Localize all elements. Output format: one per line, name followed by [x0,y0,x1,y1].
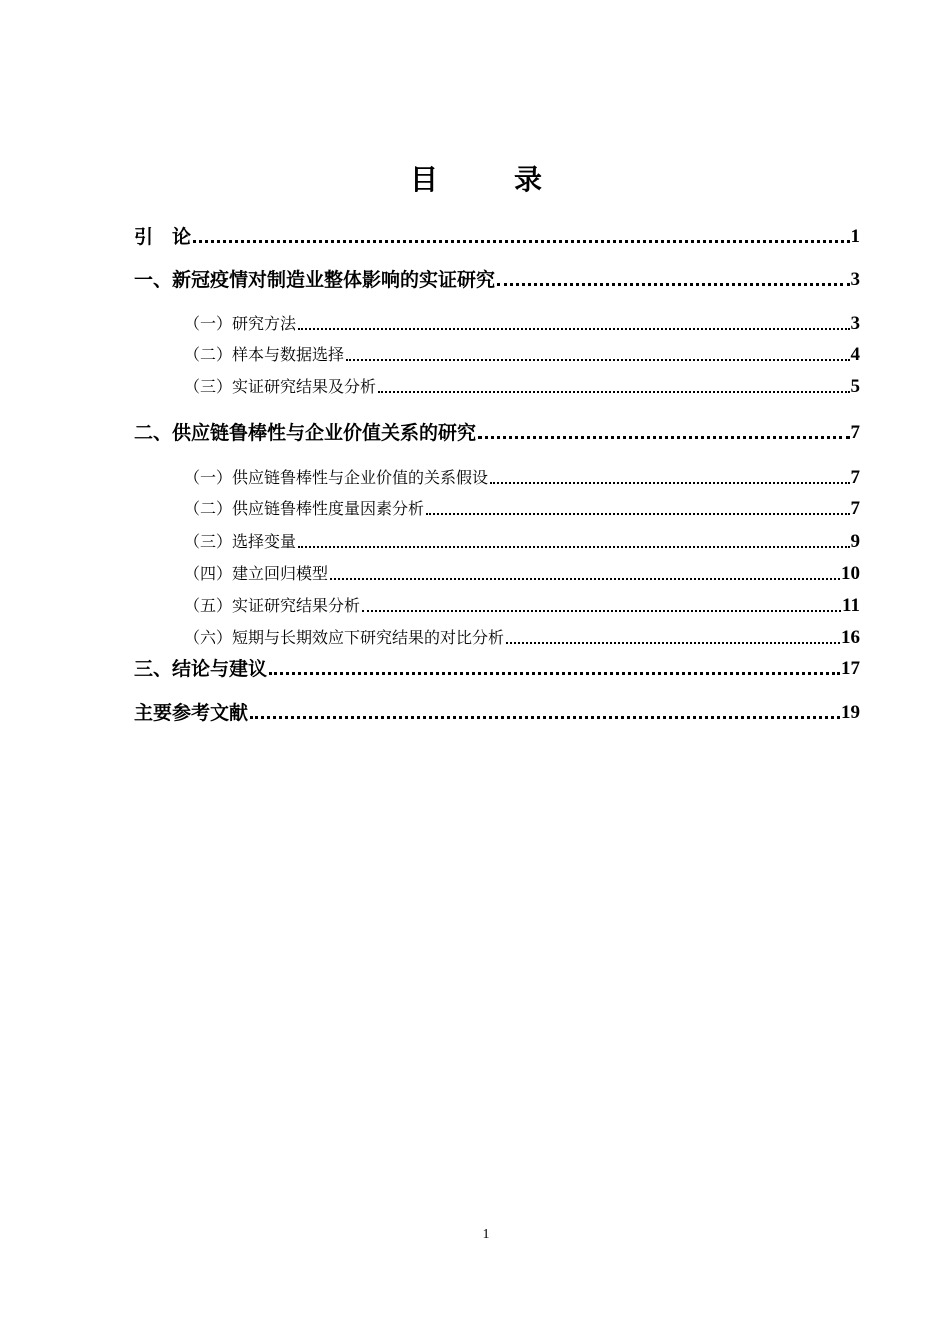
toc-entry-title: （一）研究方法 [184,314,297,333]
toc-dot-leader [250,716,840,719]
toc-entry-title: （四）建立回归模型 [184,564,329,583]
toc-entry-title: 三、结论与建议 [134,658,268,680]
toc-dot-leader [362,610,841,612]
toc-entry-references[interactable] [134,698,860,726]
toc-page-number: 1 [850,226,860,247]
toc-dot-leader [193,240,849,243]
toc-entry-section-2-5[interactable] [184,591,860,619]
toc-page-number: 17 [841,658,860,679]
toc-page-number: 16 [841,627,860,648]
toc-entry-section-1-3[interactable] [184,372,860,400]
page-footer-number: 1 [482,1227,490,1242]
toc-entry-chapter-3[interactable] [134,654,860,682]
toc-title: 目 录 [409,163,566,196]
toc-entry-section-2-6[interactable] [184,623,860,651]
toc-dot-leader [506,642,840,644]
toc-page-number: 19 [841,702,860,723]
toc-page-number: 4 [850,344,860,365]
toc-page-number: 7 [850,422,860,443]
toc-entry-title: （二）供应链鲁棒性度量因素分析 [184,499,425,518]
toc-page-number: 5 [850,376,860,397]
toc-dot-leader [330,578,840,580]
toc-page-number: 7 [850,498,860,519]
toc-page-number: 10 [841,563,860,584]
toc-page-number: 11 [842,595,860,616]
toc-entry-section-2-2[interactable] [184,494,860,522]
toc-page-number: 3 [850,313,860,334]
toc-dot-leader [497,283,849,286]
toc-entry-section-2-1[interactable] [184,463,860,491]
toc-dot-leader [269,672,840,675]
toc-dot-leader [490,482,849,484]
toc-entry-title: 一、新冠疫情对制造业整体影响的实证研究 [134,269,496,291]
toc-dot-leader [346,359,849,361]
toc-dot-leader [378,391,849,393]
toc-entry-title: 主要参考文献 [134,702,249,724]
toc-dot-leader [478,436,849,439]
toc-dot-leader [426,513,849,515]
toc-entry-title: （一）供应链鲁棒性与企业价值的关系假设 [184,468,489,487]
toc-entry-chapter-1[interactable] [134,265,860,293]
toc-entry-title: （二）样本与数据选择 [184,345,345,364]
toc-page-number: 3 [850,269,860,290]
toc-entry-section-2-4[interactable] [184,559,860,587]
toc-entry-title: 引 论 [134,226,192,248]
toc-page-number: 9 [850,531,860,552]
toc-dot-leader [298,328,849,330]
toc-entry-title: （三）实证研究结果及分析 [184,377,377,396]
toc-entry-section-1-2[interactable] [184,340,860,368]
toc-page-number: 7 [850,467,860,488]
toc-entry-section-1-1[interactable] [184,309,860,337]
toc-entry-title: 二、供应链鲁棒性与企业价值关系的研究 [134,422,477,444]
toc-entry-title: （六）短期与长期效应下研究结果的对比分析 [184,628,505,647]
toc-entry-title: （三）选择变量 [184,532,297,551]
toc-entry-chapter-2[interactable] [134,418,860,446]
toc-entry-section-2-3[interactable] [184,527,860,555]
toc-entry-introduction[interactable] [134,222,860,250]
toc-dot-leader [298,546,849,548]
toc-entry-title: （五）实证研究结果分析 [184,596,361,615]
